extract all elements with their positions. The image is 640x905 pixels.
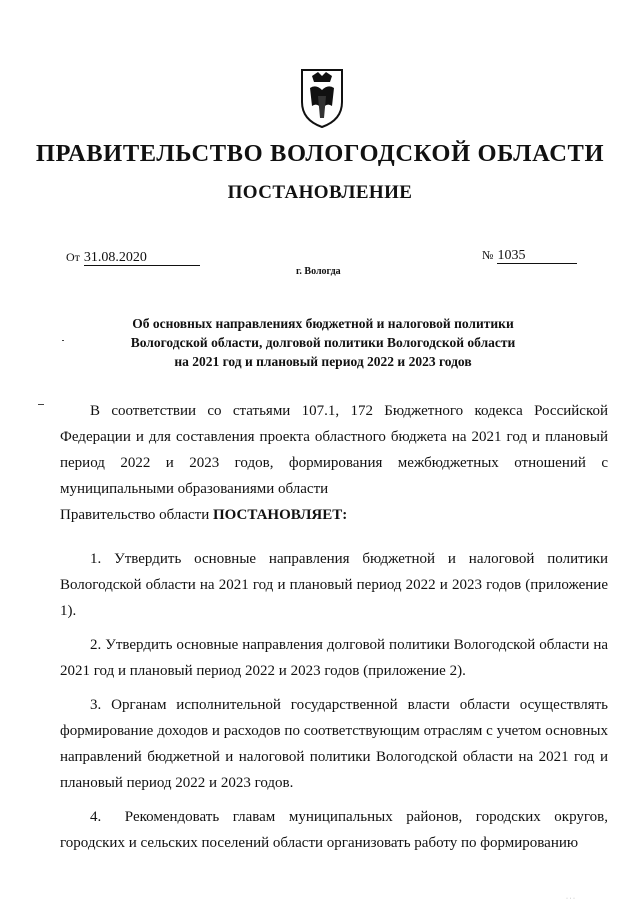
margin-mark: [38, 404, 44, 405]
document-date: [66, 250, 200, 266]
document-number: [482, 248, 577, 264]
preamble-paragraph: В соответствии со статьями 107.1, 172 Бюджетного кодекса Российской Федерации и для составления проекта областного бюджета на 2021 год и плановый период 2022 и 2023 годов, формирования межбюджетных отношений с муниципальными образованиями области: [60, 403, 608, 497]
subject-line: Об основных направлениях бюджетной и налоговой политики: [132, 316, 514, 331]
number-prefix: №: [482, 248, 494, 262]
scan-artifact: · · ·: [566, 896, 575, 902]
item-text: Рекомендовать главам муниципальных районов, городских округов, городских и сельских поселений области организовать работу по формированию: [60, 809, 608, 851]
number-value: 1035: [497, 248, 577, 264]
margin-mark: [62, 340, 64, 341]
resolution-line: [60, 502, 608, 528]
item-number: 4.: [90, 809, 102, 825]
coat-of-arms-icon: [298, 66, 346, 130]
resolution-item: 3. Органам исполнительной государственной власти области осуществлять формирование доходов и расходов по соответствующим отраслям с учетом основных направлений бюджетной и налоговой политики Вологодской области на 2021 год и плановый период 2022 и 2023 годов.: [60, 697, 608, 791]
subject-line: на 2021 год и плановый период 2022 и 2023 годов: [174, 354, 472, 369]
document-subject: [80, 314, 566, 371]
government-title: ПРАВИТЕЛЬСТВО ВОЛОГОДСКОЙ ОБЛАСТИ: [35, 140, 605, 167]
date-prefix: От: [66, 250, 80, 264]
city-label: г. Вологда: [296, 266, 341, 277]
resolution-prefix: Правительство области: [60, 507, 213, 523]
resolution-item: 1. Утвердить основные направления бюджетной и налоговой политики Вологодской области на 2021 год и плановый период 2022 и 2023 годов (приложение 1).: [60, 551, 608, 619]
document-body: [60, 398, 608, 856]
date-value: 31.08.2020: [84, 250, 200, 266]
resolution-item: [60, 804, 608, 856]
subject-line: Вологодской области, долговой политики Вологодской области: [130, 335, 516, 350]
resolution-item: 2. Утвердить основные направления долговой политики Вологодской области на 2021 год и плановый период 2022 и 2023 годов (приложение 2).: [60, 637, 608, 679]
document-type: ПОСТАНОВЛЕНИЕ: [227, 182, 413, 203]
resolution-word: ПОСТАНОВЛЯЕТ:: [212, 507, 348, 523]
